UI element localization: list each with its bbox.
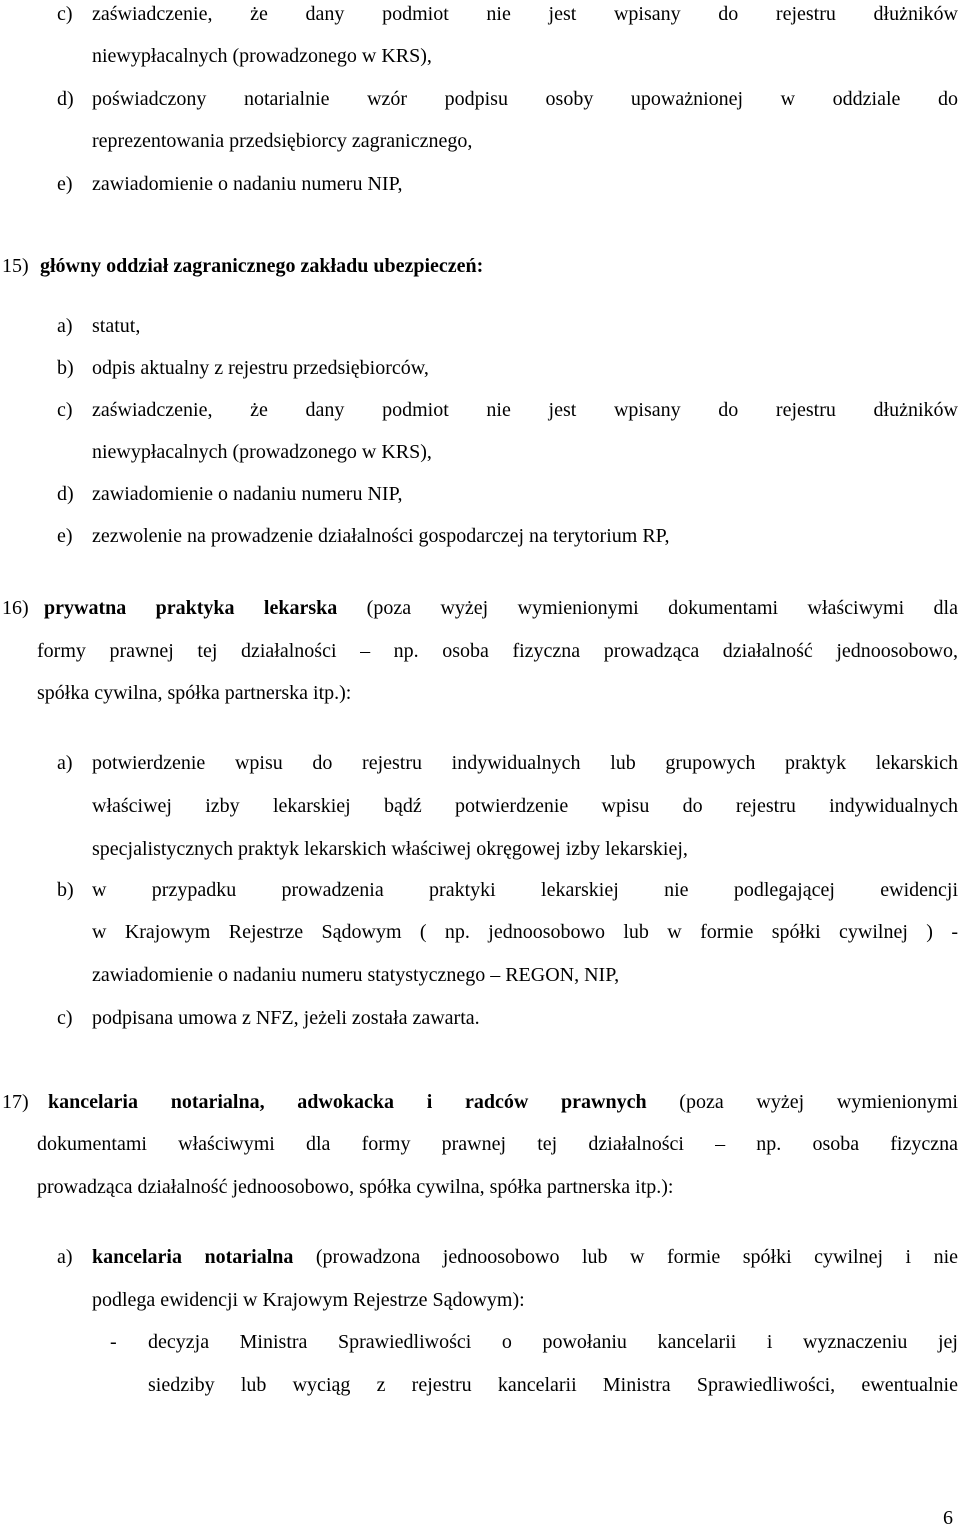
list-label: e) bbox=[57, 173, 73, 195]
list-label: a) bbox=[57, 315, 73, 337]
list-item-text: w przypadku prowadzenia praktyki lekarskiej nie podlegającej ewidencji bbox=[92, 879, 958, 901]
section-title: główny oddział zagranicznego zakładu ubezpieczeń: bbox=[40, 255, 484, 277]
list-item-text: reprezentowania przedsiębiorcy zagranicznego, bbox=[92, 130, 473, 152]
dash-bullet: - bbox=[110, 1331, 117, 1353]
list-item-text: zawiadomienie o nadaniu numeru NIP, bbox=[92, 483, 403, 505]
section-intro-line bbox=[48, 1090, 958, 1114]
list-label: c) bbox=[57, 399, 73, 421]
list-item-text: zawiadomienie o nadaniu numeru statystycznego – REGON, NIP, bbox=[92, 964, 620, 986]
list-label: d) bbox=[57, 88, 74, 110]
section-intro-text: (poza wyżej wymienionymi dokumentami właściwymi dla bbox=[366, 597, 958, 619]
section-intro-line bbox=[44, 596, 958, 620]
list-item-text: poświadczony notarialnie wzór podpisu osoby upoważnionej w oddziale do bbox=[92, 88, 958, 110]
subsection-title: kancelaria notarialna bbox=[92, 1246, 294, 1268]
section-intro-line: dokumentami właściwymi dla formy prawnej tej działalności – np. osoba fizyczna bbox=[37, 1133, 958, 1155]
list-label: b) bbox=[57, 357, 74, 379]
list-item-text: odpis aktualny z rejestru przedsiębiorców, bbox=[92, 357, 429, 379]
list-label: c) bbox=[57, 1007, 73, 1029]
list-label: e) bbox=[57, 525, 73, 547]
list-item-text: w Krajowym Rejestrze Sądowym ( np. jednoosobowo lub w formie spółki cywilnej ) - bbox=[92, 921, 958, 943]
list-label: a) bbox=[57, 752, 73, 774]
list-item-text: statut, bbox=[92, 315, 141, 337]
section-number: 16) bbox=[2, 597, 29, 619]
list-item-text: decyzja Ministra Sprawiedliwości o powołaniu kancelarii i wyznaczeniu jej bbox=[148, 1331, 958, 1353]
list-item-text: podpisana umowa z NFZ, jeżeli została zawarta. bbox=[92, 1007, 480, 1029]
list-label: a) bbox=[57, 1246, 73, 1268]
list-item-text: specjalistycznych praktyk lekarskich właściwej okręgowej izby lekarskiej, bbox=[92, 838, 688, 860]
section-intro-line: formy prawnej tej działalności – np. osoba fizyczna prowadząca działalność jednoosobowo, bbox=[37, 640, 958, 662]
list-item-text: podlega ewidencji w Krajowym Rejestrze Sądowym): bbox=[92, 1289, 525, 1311]
list-item-text: zaświadczenie, że dany podmiot nie jest wpisany do rejestru dłużników bbox=[92, 3, 958, 25]
list-item-text: niewypłacalnych (prowadzonego w KRS), bbox=[92, 45, 432, 67]
page-number: 6 bbox=[943, 1507, 953, 1529]
section-number: 15) bbox=[2, 255, 29, 277]
section-title: prywatna praktyka lekarska bbox=[44, 597, 338, 619]
section-intro-text: (poza wyżej wymienionymi bbox=[679, 1091, 958, 1113]
list-item-text: zaświadczenie, że dany podmiot nie jest wpisany do rejestru dłużników bbox=[92, 399, 958, 421]
section-intro-line: spółka cywilna, spółka partnerska itp.): bbox=[37, 682, 352, 704]
list-label: d) bbox=[57, 483, 74, 505]
section-title: kancelaria notarialna, adwokacka i radców prawnych bbox=[48, 1091, 647, 1113]
list-item-text: zawiadomienie o nadaniu numeru NIP, bbox=[92, 173, 403, 195]
list-item-text: niewypłacalnych (prowadzonego w KRS), bbox=[92, 441, 432, 463]
list-item-text: zezwolenie na prowadzenie działalności gospodarczej na terytorium RP, bbox=[92, 525, 670, 547]
list-item-text: potwierdzenie wpisu do rejestru indywidualnych lub grupowych praktyk lekarskich bbox=[92, 752, 958, 774]
list-label: c) bbox=[57, 3, 73, 25]
list-item-text: siedziby lub wyciąg z rejestru kancelarii Ministra Sprawiedliwości, ewentualnie bbox=[148, 1374, 958, 1396]
section-intro-line: prowadząca działalność jednoosobowo, spółka cywilna, spółka partnerska itp.): bbox=[37, 1176, 674, 1198]
section-number: 17) bbox=[2, 1091, 29, 1113]
list-item-text: (prowadzona jednoosobowo lub w formie spółki cywilnej i nie bbox=[315, 1246, 958, 1268]
list-label: b) bbox=[57, 879, 74, 901]
list-item-line bbox=[92, 1245, 958, 1269]
list-item-text: właściwej izby lekarskiej bądź potwierdzenie wpisu do rejestru indywidualnych bbox=[92, 795, 958, 817]
